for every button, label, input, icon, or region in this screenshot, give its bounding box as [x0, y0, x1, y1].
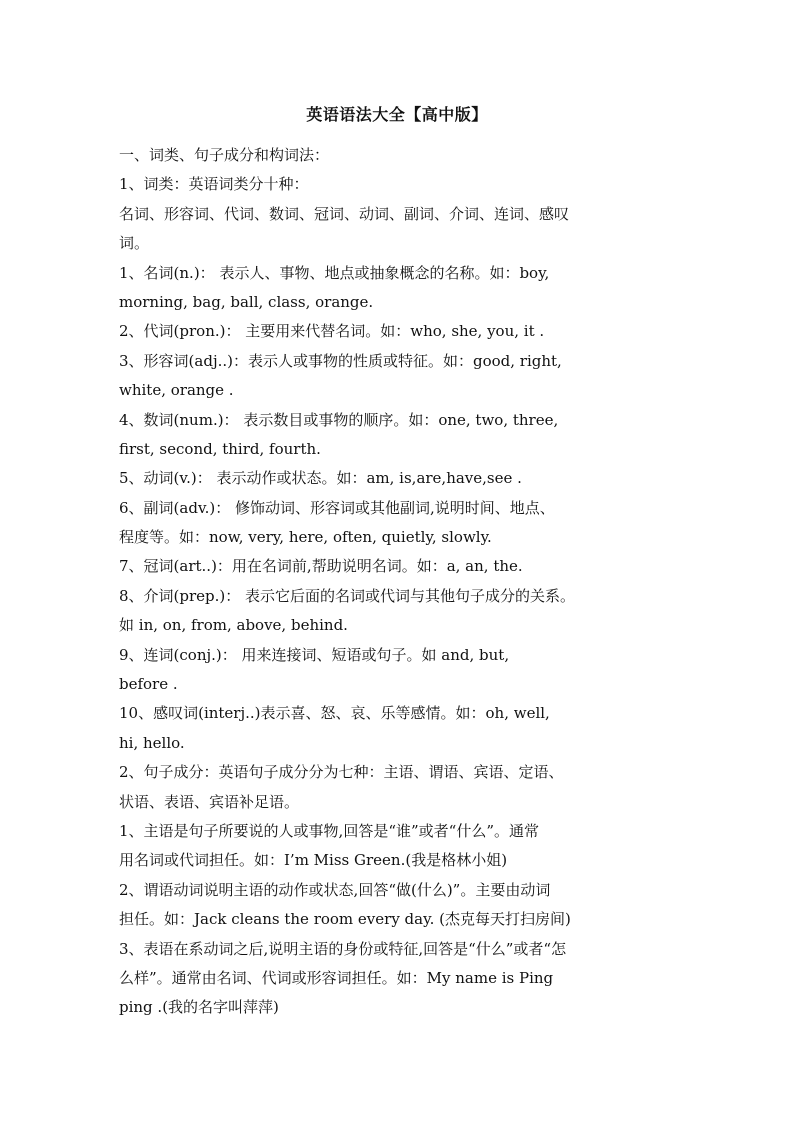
text-line: 2、谓语动词说明主语的动作或状态,回答“做(什么)”。主要由动词: [119, 880, 551, 899]
text-line: 9、连词(conj.)： 用来连接词、短语或句子。如 and, but,: [119, 645, 510, 664]
text-line: before .: [119, 675, 178, 694]
text-line: 2、代词(pron.)： 主要用来代替名词。如：who, she, you, it .: [119, 322, 545, 341]
text-line: 3、表语在系动词之后,说明主语的身份或特征,回答是“什么”或者“怎: [119, 939, 567, 958]
text-line: 词。: [119, 234, 150, 253]
text-line: 8、介词(prep.)： 表示它后面的名词或代词与其他句子成分的关系。: [119, 586, 576, 605]
text-line: first, second, third, fourth.: [119, 439, 321, 458]
text-line: ping .(我的名字叫萍萍): [119, 998, 279, 1017]
text-line: hi, hello.: [119, 733, 185, 752]
document-title: 英语语法大全【高中版】: [306, 105, 488, 124]
text-line: 如 in, on, from, above, behind.: [119, 616, 348, 635]
text-line: 7、冠词(art..)：用在名词前,帮助说明名词。如：a, an, the.: [119, 557, 523, 576]
text-line: 4、数词(num.)： 表示数目或事物的顺序。如：one, two, three,: [119, 410, 559, 429]
text-line: 1、名词(n.)： 表示人、事物、地点或抽象概念的名称。如：boy,: [119, 263, 550, 282]
text-line: 6、副词(adv.)： 修饰动词、形容词或其他副词,说明时间、地点、: [119, 498, 555, 517]
text-line: 3、形容词(adj..)：表示人或事物的性质或特征。如：good, right,: [119, 351, 562, 370]
text-line: 担任。如：Jack cleans the room every day. (杰克每天打扫房间): [119, 910, 571, 929]
document-body: [119, 141, 687, 1023]
text-line: 名词、形容词、代词、数词、冠词、动词、副词、介词、连词、感叹: [119, 204, 570, 223]
subsection-heading: 2、句子成分：英语句子成分分为七种：主语、谓语、宾语、定语、: [119, 763, 564, 782]
text-line: 10、感叹词(interj..)表示喜、怒、哀、乐等感情。如：oh, well,: [119, 704, 550, 723]
text-line: morning, bag, ball, class, orange.: [119, 292, 374, 311]
text-line: 用名词或代词担任。如：I’m Miss Green.(我是格林小姐): [119, 851, 508, 870]
text-line: 状语、表语、宾语补足语。: [119, 792, 300, 811]
text-line: 程度等。如：now, very, here, often, quietly, slowly.: [119, 528, 492, 547]
section-heading: 一、词类、句子成分和构词法：: [119, 146, 330, 164]
text-line: 么样”。通常由名词、代词或形容词担任。如：My name is Ping: [119, 968, 554, 987]
subsection-heading: 1、词类：英语词类分十种：: [119, 175, 309, 194]
text-line: 5、动词(v.)： 表示动作或状态。如：am, is,are,have,see .: [119, 469, 522, 488]
text-line: 1、主语是句子所要说的人或事物,回答是“谁”或者“什么”。通常: [119, 821, 539, 840]
text-line: white, orange .: [119, 381, 234, 400]
